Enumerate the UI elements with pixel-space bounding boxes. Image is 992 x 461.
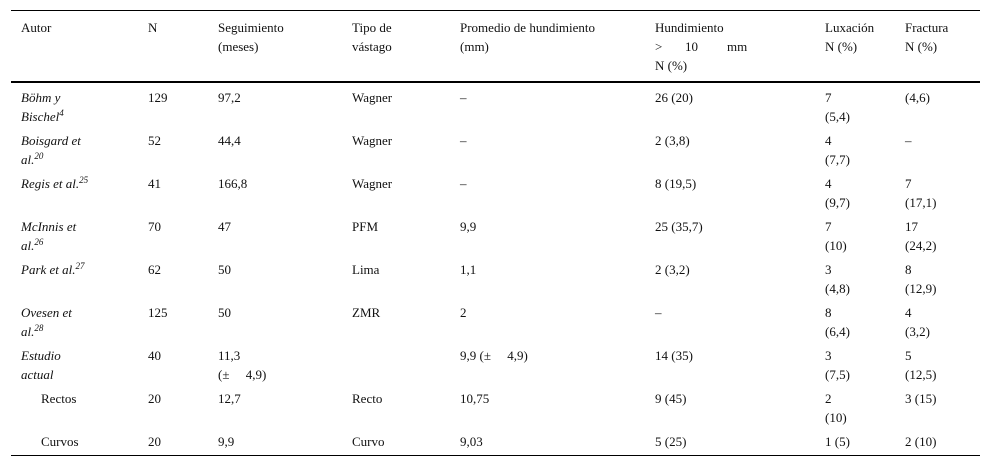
table-cell: 47 — [218, 219, 231, 234]
table-cell: 9,03 — [450, 427, 645, 456]
table-cell: Regis et al.$^{25}$ — [21, 175, 89, 191]
col-hundimiento: Hundimiento > 10 mm N (%) — [645, 11, 815, 83]
table-cell: 166,8 — [218, 176, 248, 191]
table-cell: 2 — [460, 305, 467, 320]
table-row — [11, 298, 980, 341]
table-cell: 44,4 — [218, 133, 241, 148]
table-cell: 5 (25) — [645, 427, 815, 456]
table-cell: (4,6) — [905, 90, 930, 105]
table-cell: 3 (15) — [905, 391, 937, 406]
table-cell: Wagner — [352, 133, 393, 148]
table-cell: 7 (5,4) — [825, 90, 850, 124]
col-n: N — [138, 11, 208, 83]
table-cell: 10,75 — [460, 391, 490, 406]
table-cell: Curvo — [342, 427, 450, 456]
table-cell: Wagner — [352, 90, 393, 105]
table-cell: Rectos — [41, 391, 77, 406]
table-cell: 4 (7,7) — [825, 133, 850, 167]
table-cell: 25 (35,7) — [655, 219, 703, 234]
table-cell: Park et al.$^{27}$ — [21, 261, 85, 277]
table-cell: 9 (45) — [655, 391, 687, 406]
table-cell: 97,2 — [218, 90, 241, 105]
table-cell: Recto — [352, 391, 383, 406]
table-row — [11, 341, 980, 384]
table-row — [11, 212, 980, 255]
table-cell: 2 (10) — [825, 391, 847, 425]
table-cell: ZMR — [352, 305, 381, 320]
table-cell: 70 — [148, 219, 161, 234]
table-row — [11, 82, 980, 126]
table-cell: 9,9 — [208, 427, 342, 456]
col-seguimiento: Seguimiento (meses) — [208, 11, 342, 83]
table-row — [11, 255, 980, 298]
table-cell: Lima — [352, 262, 380, 277]
table-cell: Curvos — [11, 427, 138, 456]
table-cell: 26 (20) — [655, 90, 693, 105]
col-autor: Autor — [11, 11, 138, 83]
table-cell: 129 — [148, 90, 168, 105]
table-cell: 3 (7,5) — [825, 348, 850, 382]
table-cell: 8 (12,9) — [905, 262, 937, 296]
col-luxacion: Luxación N (%) — [815, 11, 895, 83]
col-fractura: Fractura N (%) — [895, 11, 980, 83]
col-tipo: Tipo de vástago — [342, 11, 450, 83]
table-cell: 8 (6,4) — [825, 305, 850, 339]
table-cell: 20 — [148, 391, 161, 406]
table-cell — [342, 341, 450, 384]
table-cell: 2 (3,8) — [655, 133, 690, 148]
table-cell: 52 — [148, 133, 161, 148]
table-cell: 2 (10) — [895, 427, 980, 456]
table-cell: Wagner — [352, 176, 393, 191]
results-table — [11, 10, 980, 456]
table-cell: Boisgard et al.$^{20}$ — [21, 133, 81, 167]
table-cell: 17 (24,2) — [905, 219, 937, 253]
table-row — [11, 126, 980, 169]
table-cell: – — [460, 133, 467, 148]
table-cell: 20 — [138, 427, 208, 456]
table-cell: 8 (19,5) — [655, 176, 697, 191]
table-cell: 2 (3,2) — [655, 262, 690, 277]
table-cell: PFM — [352, 219, 379, 234]
table-cell: – — [655, 305, 662, 320]
table-cell: 7 (10) — [825, 219, 847, 253]
table-row — [11, 427, 980, 456]
table-cell: 4 (9,7) — [825, 176, 850, 210]
table-cell: 50 — [218, 262, 231, 277]
table-row — [11, 384, 980, 427]
table-cell: 50 — [218, 305, 231, 320]
table-cell: – — [460, 176, 467, 191]
table-cell: 1 (5) — [815, 427, 895, 456]
table-cell: McInnis et al.$^{26}$ — [21, 219, 77, 253]
table-cell: Böhm y Bischel$^4$ — [21, 90, 64, 124]
table-row — [11, 169, 980, 212]
table-cell: 14 (35) — [655, 348, 693, 363]
table-cell: Ovesen et al.$^{28}$ — [21, 305, 72, 339]
table-cell: – — [460, 90, 467, 105]
header-row — [11, 11, 980, 83]
table-cell: 9,9 (± 4,9) — [460, 348, 528, 363]
table-cell: 125 — [148, 305, 168, 320]
table-cell: 9,9 — [460, 219, 477, 234]
table-cell: 11,3 (± 4,9) — [218, 348, 267, 382]
table-cell: 7 (17,1) — [905, 176, 937, 210]
table-cell: 5 (12,5) — [905, 348, 937, 382]
table-cell: 1,1 — [460, 262, 477, 277]
col-promedio: Promedio de hundimiento (mm) — [450, 11, 645, 83]
table-cell: 4 (3,2) — [905, 305, 930, 339]
table-cell: 12,7 — [218, 391, 241, 406]
table-cell: 40 — [148, 348, 161, 363]
table-cell: 62 — [148, 262, 161, 277]
table-cell: 41 — [148, 176, 161, 191]
table-cell: 3 (4,8) — [825, 262, 850, 296]
table-cell: – — [905, 133, 912, 148]
table-cell: Estudio actual — [21, 348, 61, 382]
